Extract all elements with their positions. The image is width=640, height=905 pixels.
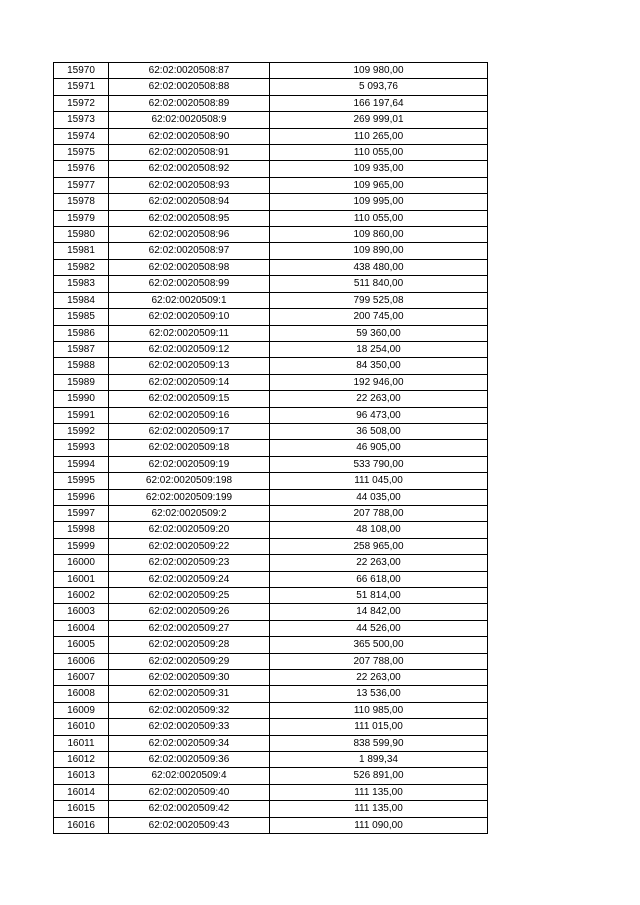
table-row [54, 456, 488, 472]
table-row [54, 620, 488, 636]
row-number-cell: 15981 [54, 243, 109, 259]
value-cell: 799 525,08 [270, 292, 488, 308]
cadastral-number-cell: 62:02:0020509:34 [109, 735, 270, 751]
table-row [54, 588, 488, 604]
cadastral-number-cell: 62:02:0020508:98 [109, 259, 270, 275]
row-number-cell: 16001 [54, 571, 109, 587]
table-row [54, 259, 488, 275]
value-cell: 269 999,01 [270, 112, 488, 128]
value-cell: 111 090,00 [270, 817, 488, 833]
cadastral-number-cell: 62:02:0020509:36 [109, 752, 270, 768]
row-number-cell: 16004 [54, 620, 109, 636]
table-row [54, 505, 488, 521]
row-number-cell: 15995 [54, 473, 109, 489]
value-cell: 511 840,00 [270, 276, 488, 292]
cadastral-number-cell: 62:02:0020508:96 [109, 227, 270, 243]
cadastral-number-cell: 62:02:0020509:14 [109, 374, 270, 390]
row-number-cell: 16014 [54, 784, 109, 800]
value-cell: 51 814,00 [270, 588, 488, 604]
row-number-cell: 15993 [54, 440, 109, 456]
value-cell: 109 935,00 [270, 161, 488, 177]
value-cell: 110 985,00 [270, 702, 488, 718]
value-cell: 438 480,00 [270, 259, 488, 275]
table-row [54, 358, 488, 374]
value-cell: 109 995,00 [270, 194, 488, 210]
table-row [54, 817, 488, 833]
cadastral-number-cell: 62:02:0020509:26 [109, 604, 270, 620]
table-row [54, 63, 488, 79]
table-row [54, 407, 488, 423]
table-row [54, 145, 488, 161]
table-row [54, 702, 488, 718]
table-row [54, 538, 488, 554]
cadastral-number-cell: 62:02:0020509:18 [109, 440, 270, 456]
value-cell: 110 055,00 [270, 145, 488, 161]
table-row [54, 752, 488, 768]
cadastral-number-cell: 62:02:0020508:97 [109, 243, 270, 259]
table-row [54, 243, 488, 259]
table-row [54, 391, 488, 407]
row-number-cell: 15978 [54, 194, 109, 210]
cadastral-number-cell: 62:02:0020509:199 [109, 489, 270, 505]
cadastral-number-cell: 62:02:0020509:31 [109, 686, 270, 702]
cadastral-number-cell: 62:02:0020509:16 [109, 407, 270, 423]
value-cell: 526 891,00 [270, 768, 488, 784]
cadastral-number-cell: 62:02:0020509:11 [109, 325, 270, 341]
row-number-cell: 16008 [54, 686, 109, 702]
value-cell: 207 788,00 [270, 653, 488, 669]
cadastral-number-cell: 62:02:0020509:25 [109, 588, 270, 604]
cadastral-number-cell: 62:02:0020509:13 [109, 358, 270, 374]
cadastral-number-cell: 62:02:0020509:30 [109, 670, 270, 686]
cadastral-number-cell: 62:02:0020508:9 [109, 112, 270, 128]
cadastral-number-cell: 62:02:0020508:87 [109, 63, 270, 79]
table-row [54, 112, 488, 128]
table-row [54, 555, 488, 571]
table-row [54, 637, 488, 653]
cadastral-number-cell: 62:02:0020509:43 [109, 817, 270, 833]
row-number-cell: 15972 [54, 95, 109, 111]
row-number-cell: 15997 [54, 505, 109, 521]
cadastral-number-cell: 62:02:0020509:12 [109, 341, 270, 357]
value-cell: 44 526,00 [270, 620, 488, 636]
table-row [54, 341, 488, 357]
row-number-cell: 16015 [54, 801, 109, 817]
row-number-cell: 15992 [54, 423, 109, 439]
row-number-cell: 15991 [54, 407, 109, 423]
table-row [54, 653, 488, 669]
value-cell: 5 093,76 [270, 79, 488, 95]
cadastral-number-cell: 62:02:0020509:4 [109, 768, 270, 784]
value-cell: 533 790,00 [270, 456, 488, 472]
cadastral-number-cell: 62:02:0020508:93 [109, 177, 270, 193]
row-number-cell: 16016 [54, 817, 109, 833]
cadastral-number-cell: 62:02:0020509:22 [109, 538, 270, 554]
cadastral-number-cell: 62:02:0020509:24 [109, 571, 270, 587]
table-row [54, 440, 488, 456]
row-number-cell: 15974 [54, 128, 109, 144]
row-number-cell: 15975 [54, 145, 109, 161]
cadastral-number-cell: 62:02:0020508:90 [109, 128, 270, 144]
value-cell: 838 599,90 [270, 735, 488, 751]
cadastral-number-cell: 62:02:0020509:17 [109, 423, 270, 439]
table-row [54, 227, 488, 243]
value-cell: 14 842,00 [270, 604, 488, 620]
row-number-cell: 15971 [54, 79, 109, 95]
table-row [54, 177, 488, 193]
cadastral-number-cell: 62:02:0020508:92 [109, 161, 270, 177]
value-cell: 22 263,00 [270, 555, 488, 571]
row-number-cell: 16006 [54, 653, 109, 669]
table-row [54, 292, 488, 308]
value-cell: 59 360,00 [270, 325, 488, 341]
cadastral-number-cell: 62:02:0020509:2 [109, 505, 270, 521]
table-row [54, 210, 488, 226]
value-cell: 258 965,00 [270, 538, 488, 554]
row-number-cell: 16000 [54, 555, 109, 571]
table-row [54, 161, 488, 177]
value-cell: 1 899,34 [270, 752, 488, 768]
value-cell: 207 788,00 [270, 505, 488, 521]
cadastral-number-cell: 62:02:0020509:32 [109, 702, 270, 718]
row-number-cell: 15986 [54, 325, 109, 341]
value-cell: 200 745,00 [270, 309, 488, 325]
row-number-cell: 16010 [54, 719, 109, 735]
row-number-cell: 15984 [54, 292, 109, 308]
data-table [53, 62, 488, 834]
table-row [54, 79, 488, 95]
cadastral-number-cell: 62:02:0020508:95 [109, 210, 270, 226]
table-row [54, 604, 488, 620]
value-cell: 66 618,00 [270, 571, 488, 587]
row-number-cell: 16009 [54, 702, 109, 718]
table-row [54, 489, 488, 505]
value-cell: 109 860,00 [270, 227, 488, 243]
table-row [54, 325, 488, 341]
row-number-cell: 15994 [54, 456, 109, 472]
row-number-cell: 15973 [54, 112, 109, 128]
value-cell: 111 015,00 [270, 719, 488, 735]
table-row [54, 522, 488, 538]
table-row [54, 784, 488, 800]
cadastral-number-cell: 62:02:0020509:15 [109, 391, 270, 407]
row-number-cell: 16012 [54, 752, 109, 768]
value-cell: 111 045,00 [270, 473, 488, 489]
cadastral-number-cell: 62:02:0020509:198 [109, 473, 270, 489]
value-cell: 111 135,00 [270, 784, 488, 800]
table-row [54, 374, 488, 390]
cadastral-number-cell: 62:02:0020509:20 [109, 522, 270, 538]
table-row [54, 423, 488, 439]
value-cell: 109 890,00 [270, 243, 488, 259]
cadastral-number-cell: 62:02:0020509:33 [109, 719, 270, 735]
table-body [54, 63, 488, 834]
row-number-cell: 15970 [54, 63, 109, 79]
cadastral-number-cell: 62:02:0020509:19 [109, 456, 270, 472]
cadastral-number-cell: 62:02:0020508:94 [109, 194, 270, 210]
table-row [54, 801, 488, 817]
value-cell: 110 055,00 [270, 210, 488, 226]
row-number-cell: 16013 [54, 768, 109, 784]
row-number-cell: 15989 [54, 374, 109, 390]
cadastral-number-cell: 62:02:0020508:91 [109, 145, 270, 161]
row-number-cell: 15996 [54, 489, 109, 505]
value-cell: 22 263,00 [270, 670, 488, 686]
cadastral-number-cell: 62:02:0020509:1 [109, 292, 270, 308]
table-row [54, 571, 488, 587]
value-cell: 18 254,00 [270, 341, 488, 357]
value-cell: 365 500,00 [270, 637, 488, 653]
value-cell: 110 265,00 [270, 128, 488, 144]
value-cell: 36 508,00 [270, 423, 488, 439]
value-cell: 96 473,00 [270, 407, 488, 423]
cadastral-number-cell: 62:02:0020508:99 [109, 276, 270, 292]
cadastral-number-cell: 62:02:0020509:27 [109, 620, 270, 636]
value-cell: 166 197,64 [270, 95, 488, 111]
row-number-cell: 15987 [54, 341, 109, 357]
row-number-cell: 15999 [54, 538, 109, 554]
table-row [54, 735, 488, 751]
table-row [54, 768, 488, 784]
row-number-cell: 15982 [54, 259, 109, 275]
value-cell: 48 108,00 [270, 522, 488, 538]
table-row [54, 194, 488, 210]
table-row [54, 95, 488, 111]
row-number-cell: 15983 [54, 276, 109, 292]
row-number-cell: 15998 [54, 522, 109, 538]
cadastral-number-cell: 62:02:0020509:10 [109, 309, 270, 325]
row-number-cell: 15988 [54, 358, 109, 374]
row-number-cell: 16007 [54, 670, 109, 686]
table-row [54, 128, 488, 144]
cadastral-number-cell: 62:02:0020508:89 [109, 95, 270, 111]
value-cell: 44 035,00 [270, 489, 488, 505]
value-cell: 13 536,00 [270, 686, 488, 702]
row-number-cell: 16011 [54, 735, 109, 751]
cadastral-number-cell: 62:02:0020509:29 [109, 653, 270, 669]
row-number-cell: 16003 [54, 604, 109, 620]
cadastral-number-cell: 62:02:0020509:28 [109, 637, 270, 653]
row-number-cell: 15976 [54, 161, 109, 177]
row-number-cell: 16005 [54, 637, 109, 653]
table-row [54, 473, 488, 489]
cadastral-number-cell: 62:02:0020509:40 [109, 784, 270, 800]
cadastral-number-cell: 62:02:0020509:42 [109, 801, 270, 817]
cadastral-number-cell: 62:02:0020508:88 [109, 79, 270, 95]
table-row [54, 670, 488, 686]
row-number-cell: 16002 [54, 588, 109, 604]
table-row [54, 276, 488, 292]
value-cell: 111 135,00 [270, 801, 488, 817]
cadastral-number-cell: 62:02:0020509:23 [109, 555, 270, 571]
row-number-cell: 15979 [54, 210, 109, 226]
table-row [54, 309, 488, 325]
row-number-cell: 15980 [54, 227, 109, 243]
row-number-cell: 15977 [54, 177, 109, 193]
value-cell: 109 980,00 [270, 63, 488, 79]
value-cell: 109 965,00 [270, 177, 488, 193]
value-cell: 84 350,00 [270, 358, 488, 374]
row-number-cell: 15990 [54, 391, 109, 407]
table-row [54, 686, 488, 702]
row-number-cell: 15985 [54, 309, 109, 325]
value-cell: 46 905,00 [270, 440, 488, 456]
value-cell: 22 263,00 [270, 391, 488, 407]
value-cell: 192 946,00 [270, 374, 488, 390]
table-row [54, 719, 488, 735]
